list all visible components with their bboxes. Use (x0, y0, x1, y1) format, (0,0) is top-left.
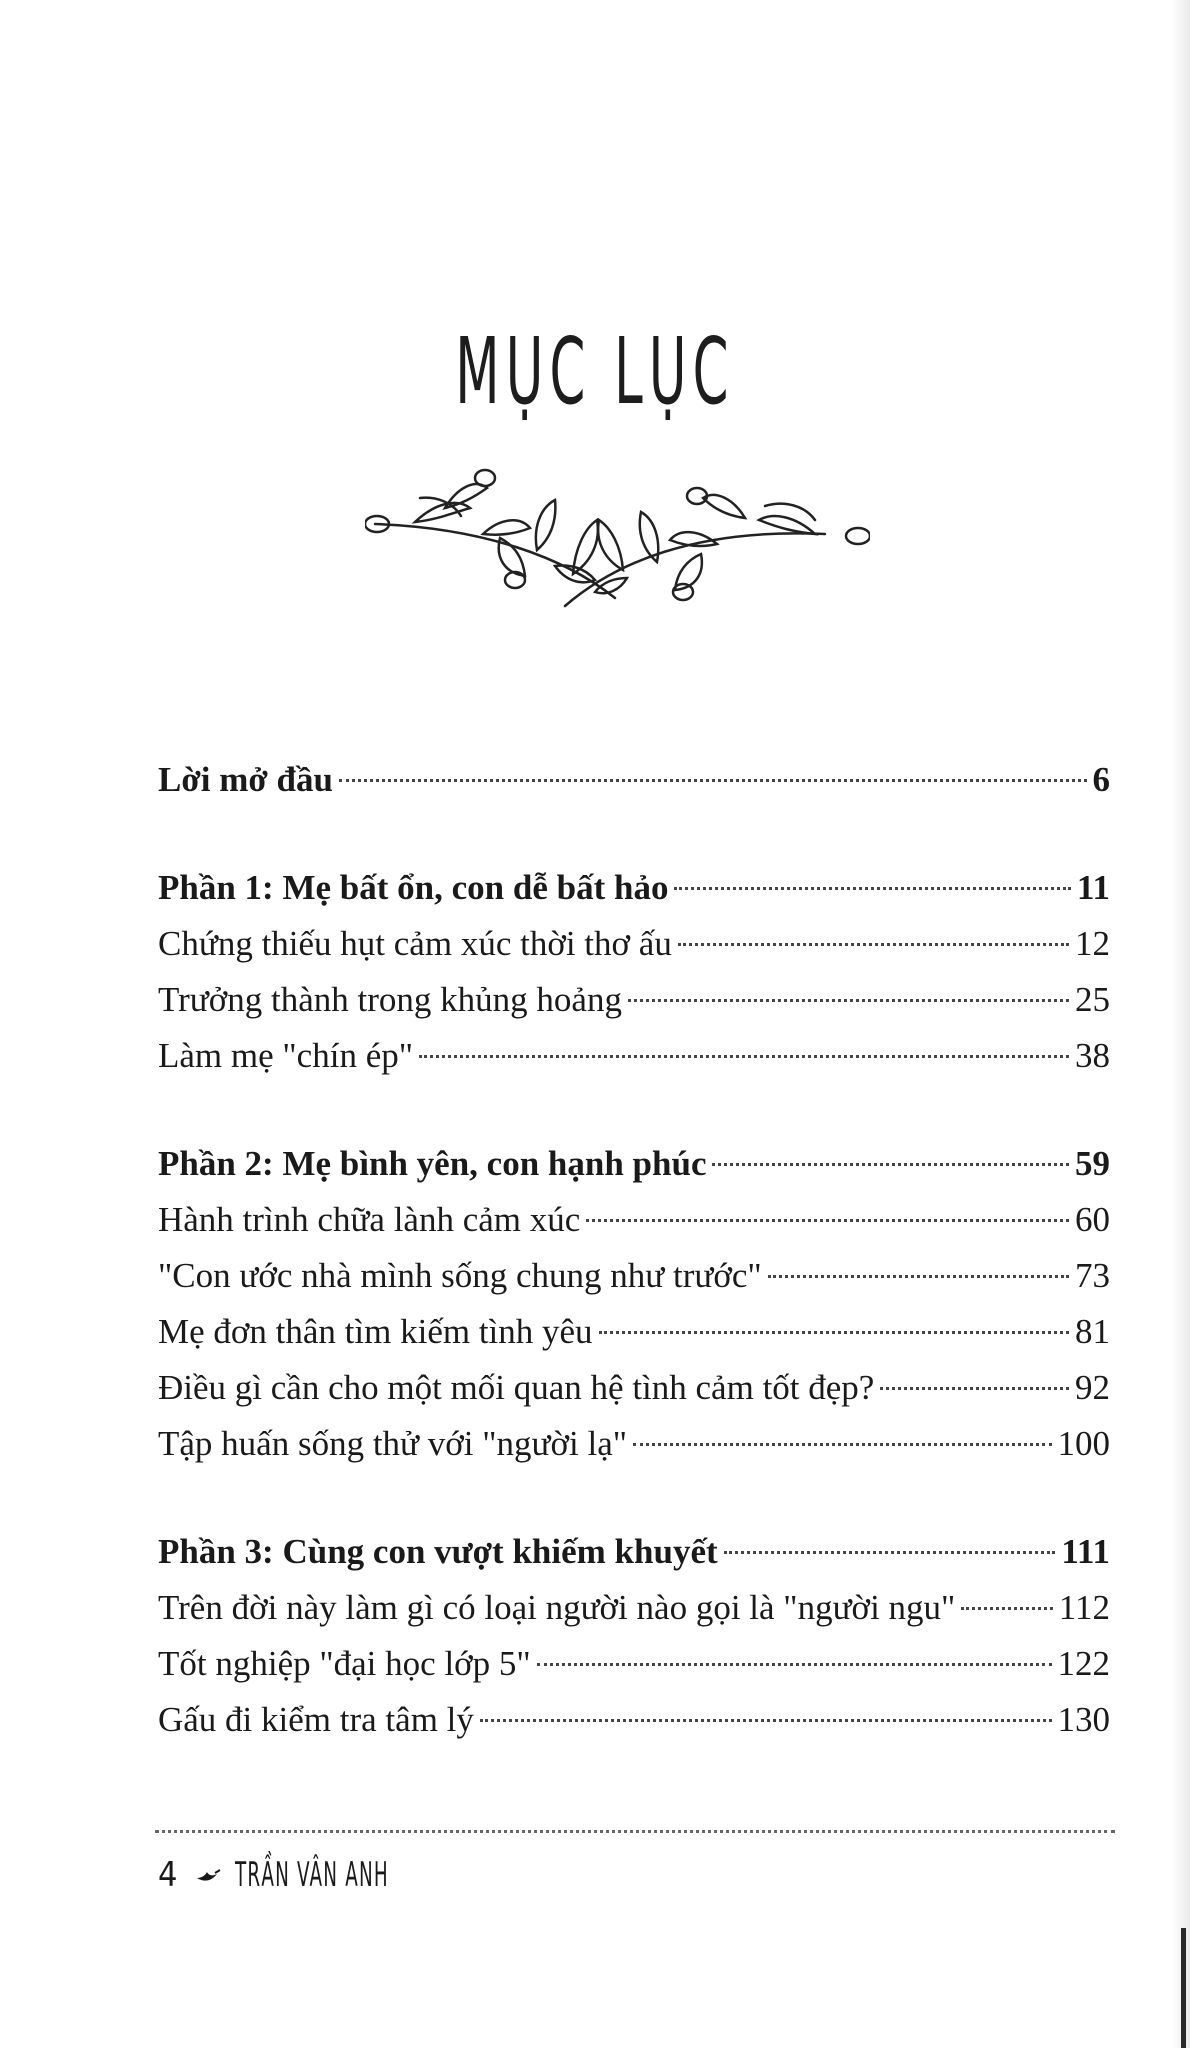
dot-leader (961, 1607, 1052, 1610)
dot-leader (419, 1055, 1069, 1058)
bird-icon (195, 1864, 221, 1886)
dot-leader (768, 1275, 1069, 1278)
page-edge (1181, 1928, 1186, 2048)
dot-leader (628, 999, 1069, 1002)
dot-leader (586, 1219, 1069, 1222)
toc-entry-label: Gấu đi kiểm tra tâm lý (158, 1700, 474, 1739)
toc-chapter[interactable] (158, 1192, 1110, 1248)
dot-leader (537, 1663, 1052, 1666)
dot-leader (480, 1719, 1052, 1722)
toc-entry-page: 12 (1075, 924, 1110, 963)
toc-chapter[interactable] (158, 1360, 1110, 1416)
toc-entry-page: 100 (1057, 1424, 1110, 1463)
dot-leader (724, 1551, 1056, 1554)
toc-entry-label: Chứng thiếu hụt cảm xúc thời thơ ấu (158, 924, 672, 963)
toc-entry-page: 130 (1057, 1700, 1110, 1739)
toc-chapter[interactable] (158, 1416, 1110, 1472)
toc-entry-page: 111 (1061, 1532, 1110, 1571)
toc-entry-page: 81 (1075, 1312, 1110, 1351)
dot-leader (880, 1387, 1069, 1390)
toc-entry-page: 60 (1075, 1200, 1110, 1239)
page-number: 4 (158, 1855, 178, 1895)
toc-part-2[interactable] (158, 1136, 1110, 1192)
toc-entry-label: Làm mẹ "chín ép" (158, 1036, 414, 1075)
author-name: TRẦN VÂN ANH (235, 1855, 390, 1895)
toc-entry-page: 38 (1075, 1036, 1110, 1075)
toc-entry-label: Điều gì cần cho một mối quan hệ tình cảm tốt đẹp? (158, 1368, 875, 1407)
toc-chapter[interactable] (158, 1636, 1110, 1692)
toc-entry-label: Phần 1: Mẹ bất ổn, con dễ bất hảo (158, 868, 669, 907)
toc-entry-label: Phần 3: Cùng con vượt khiếm khuyết (158, 1532, 718, 1571)
dot-leader (633, 1443, 1051, 1446)
toc-chapter[interactable] (158, 972, 1110, 1028)
page-title: MỤC LỤC (455, 318, 735, 425)
toc-entry-page: 92 (1075, 1368, 1110, 1407)
toc-entry-page: 59 (1075, 1144, 1110, 1183)
table-of-contents (158, 752, 1110, 1748)
toc-entry-page: 122 (1057, 1644, 1110, 1683)
toc-chapter[interactable] (158, 1692, 1110, 1748)
page-shadow (1172, 0, 1190, 2048)
dot-leader (674, 887, 1070, 890)
toc-entry-page: 112 (1058, 1588, 1110, 1627)
toc-chapter[interactable] (158, 1304, 1110, 1360)
toc-chapter[interactable] (158, 1248, 1110, 1304)
toc-entry-page: 6 (1092, 760, 1110, 799)
dot-leader (678, 943, 1069, 946)
toc-entry-label: "Con ước nhà mình sống chung như trước" (158, 1256, 762, 1295)
toc-entry-page: 73 (1075, 1256, 1110, 1295)
toc-entry-page: 25 (1075, 980, 1110, 1019)
toc-entry-label: Trên đời này làm gì có loại người nào gọi là "người ngu" (158, 1588, 956, 1627)
toc-entry-label: Lời mở đầu (158, 760, 333, 799)
toc-intro[interactable] (158, 752, 1110, 808)
laurel-branches-icon (365, 458, 870, 618)
page-footer (158, 1855, 492, 1895)
dot-leader (599, 1331, 1069, 1334)
toc-part-3[interactable] (158, 1524, 1110, 1580)
toc-entry-label: Tập huấn sống thử với "người lạ" (158, 1424, 628, 1463)
toc-entry-label: Mẹ đơn thân tìm kiếm tình yêu (158, 1312, 593, 1351)
toc-chapter[interactable] (158, 1580, 1110, 1636)
toc-entry-label: Hành trình chữa lành cảm xúc (158, 1200, 581, 1239)
toc-part-1[interactable] (158, 860, 1110, 916)
dot-leader (339, 779, 1087, 782)
toc-entry-label: Tốt nghiệp "đại học lớp 5" (158, 1644, 531, 1683)
dot-leader (712, 1163, 1069, 1166)
toc-chapter[interactable] (158, 1028, 1110, 1084)
footer-divider (155, 1830, 1115, 1833)
toc-entry-label: Phần 2: Mẹ bình yên, con hạnh phúc (158, 1144, 707, 1183)
toc-entry-label: Trưởng thành trong khủng hoảng (158, 980, 622, 1019)
toc-entry-page: 11 (1076, 868, 1110, 907)
toc-chapter[interactable] (158, 916, 1110, 972)
